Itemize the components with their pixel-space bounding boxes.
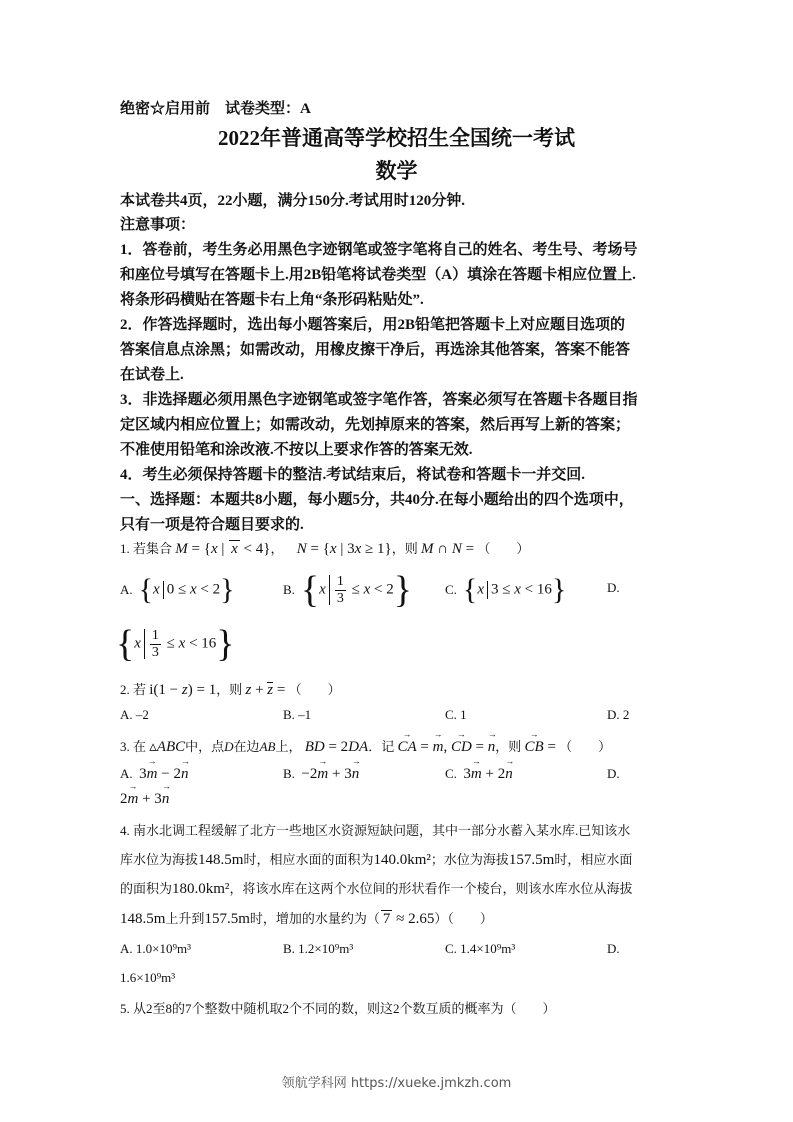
notice-3-line-1: 3．非选择题必须用黑色字迹钢笔或签字笔作答，答案必须写在答题卡各题目指 — [120, 392, 638, 408]
section-1-line-1: 一、选择题：本题共8小题，每小题5分，共40分.在每小题给出的四个选项中， — [120, 492, 634, 508]
notice-3-line-2: 定区域内相应位置上；如需改动，先划掉原来的答案，然后再写上新的答案； — [120, 417, 631, 433]
question-3-option-a[interactable]: A. 3→ m − 2→ n — [120, 766, 188, 783]
question-5-stem: 5. 从2至8的7个整数中随机取2个不同的数，则这2个数互质的概率为（ ） — [120, 1001, 556, 1016]
question-4-option-d-label[interactable]: D. — [607, 941, 620, 956]
notice-4-line-1: 4．考生必须保持答题卡的整洁.考试结束后，将试卷和答题卡一并交回. — [120, 467, 586, 483]
question-3-option-b[interactable]: B. −2→ m + 3→ n — [283, 766, 359, 783]
question-4-line-3: 的面积为180.0km²，将该水库在这两个水位间的形状看作一个棱台，则该水库水位从海拔 — [120, 881, 633, 897]
section-1-line-2: 只有一项是符合题目要求的. — [120, 517, 304, 533]
question-1-stem: 1. 若集合 M = {x | x < 4}， N = {x | 3x ≥ 1}，则 M ∩ N = （ ） — [120, 541, 530, 557]
secret-label: 绝密☆启用前 试卷类型：A — [120, 101, 311, 117]
subject-title: 数学 — [375, 159, 418, 183]
notice-2-line-3: 在试卷上. — [120, 367, 184, 383]
question-4-line-2: 库水位为海拔148.5m时，相应水面的面积为140.0km²；水位为海拔157.5m时，相应水面 — [120, 852, 633, 868]
question-1-option-d[interactable]: {x $\frac{1}{3}$ ≤ x < 16} — [116, 623, 235, 665]
notice-2-line-2: 答案信息点涂黑；如需改动，用橡皮擦干净后，再选涂其他答案，答案不能答 — [120, 342, 631, 358]
question-1-option-a[interactable]: A. {x 0 ≤ x < 2} — [120, 573, 235, 606]
page-footer: 领航学科网 https://xueke.jmkzh.com — [281, 1076, 512, 1091]
question-2-option-b[interactable]: B. –1 — [283, 707, 312, 722]
question-2-option-a[interactable]: A. –2 — [120, 707, 149, 722]
question-3-option-d-label[interactable]: D. — [607, 766, 620, 781]
question-2-option-c[interactable]: C. 1 — [445, 707, 467, 722]
question-3-option-c[interactable]: C. 3→ m + 2→ n — [445, 766, 513, 783]
question-4-option-c[interactable]: C. 1.4×10⁹m³ — [445, 941, 516, 956]
notice-1-line-2: 和座位号填写在答题卡上.用2B铅笔将试卷类型（A）填涂在答题卡相应位置上. — [120, 267, 636, 283]
exam-title: 2022年普通高等学校招生全国统一考试 — [218, 126, 575, 150]
question-4-option-a[interactable]: A. 1.0×10⁹m³ — [120, 941, 192, 956]
question-3-stem: 3. 在 ▵ABC中，点D在边AB上， BD = 2DA．记 → CA = → m, → CD = → n，则 → CB = （ ） — [120, 736, 611, 756]
notice-1-line-3: 将条形码横贴在答题卡右上角“条形码粘贴处”. — [120, 292, 424, 308]
question-2-option-d[interactable]: D. 2 — [607, 707, 630, 722]
question-1-option-d-label[interactable]: D. — [607, 580, 620, 595]
question-4-line-4: 148.5m上升到157.5m时，增加的水量约为（ 7 ≈ 2.65）（ ） — [120, 911, 493, 927]
exam-summary: 本试卷共4页，22小题，满分150分.考试用时120分钟. — [120, 193, 466, 209]
question-1-option-b[interactable]: B. {x $\frac{1}{3}$ ≤ x < 2} — [283, 569, 412, 611]
question-1-option-c[interactable]: C. {x 3 ≤ x < 16} — [445, 573, 567, 606]
question-4-option-b[interactable]: B. 1.2×10⁹m³ — [283, 941, 354, 956]
notice-1-line-1: 1．答卷前，考生务必用黑色字迹钢笔或签字笔将自己的姓名、考生号、考场号 — [120, 242, 638, 258]
question-2-stem: 2. 若 i(1 − z) = 1，则 z + z = （ ） — [120, 682, 341, 698]
question-4-option-d[interactable]: 1.6×10⁹m³ — [120, 970, 176, 985]
notice-heading: 注意事项： — [120, 217, 196, 233]
notice-2-line-1: 2．作答选择题时，选出每小题答案后，用2B铅笔把答题卡上对应题目选项的 — [120, 317, 626, 333]
notice-3-line-3: 不准使用铅笔和涂改液.不按以上要求作答的答案无效. — [120, 442, 473, 458]
question-3-option-d[interactable]: 2→ m + 3→ n — [120, 791, 169, 808]
question-4-line-1: 4. 南水北调工程缓解了北方一些地区水资源短缺问题，其中一部分水蓄入某水库.已知该水 — [120, 823, 631, 838]
